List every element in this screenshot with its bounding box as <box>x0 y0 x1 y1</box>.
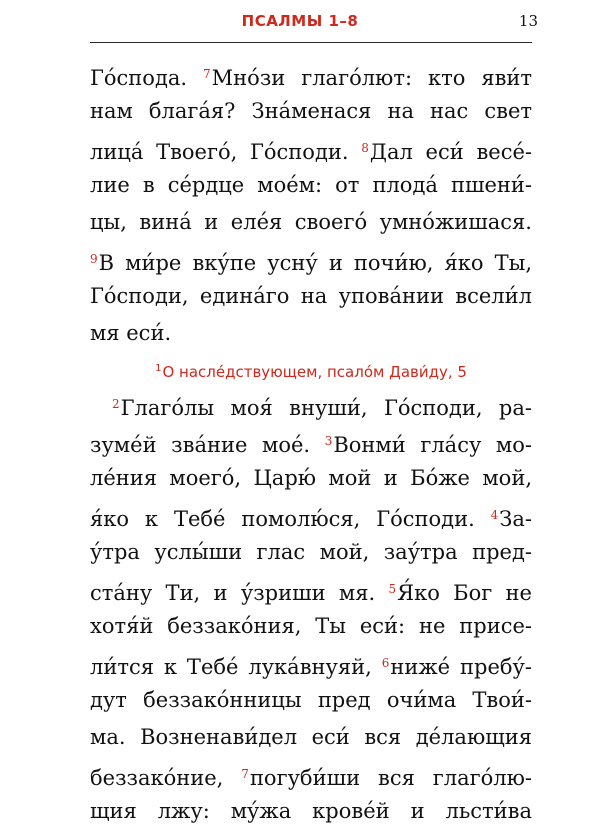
text-line <box>90 497 532 534</box>
text-line <box>90 56 532 93</box>
verse-text: мя еси́. <box>90 321 172 345</box>
verse-text: Го́спода. <box>90 66 204 90</box>
verse-text: ли́тся к Тебе́ лука́внуяй, <box>90 655 382 679</box>
verse-text: Глаго́лы моя́ внуши́, Го́споди, ра- <box>120 396 532 420</box>
text-line <box>90 460 532 497</box>
verse-text: хотя́й беззако́ния, Ты еси́: не присе- <box>90 614 532 638</box>
verse-text: Я́ко Бог не <box>397 581 532 605</box>
verse-text: погуби́ши вся глаго́лю- <box>249 766 532 790</box>
verse-text: лие в се́рдце мое́м: от плода́ пшени́- <box>90 173 532 197</box>
verse-number: 5 <box>388 582 397 596</box>
text-line <box>90 682 532 719</box>
superscription-text: О насле́дствующем, псало́м Дави́ду, 5 <box>162 363 467 381</box>
verse-text: нам блага́я? Зна́менася на нас свет <box>90 99 532 123</box>
verse-text: Дал еси́ весе́- <box>369 140 532 164</box>
text-line <box>90 204 532 241</box>
verse-text: ма. Возненави́дел еси́ вся де́лающия <box>90 725 532 749</box>
psalm-5-superscription <box>90 352 532 386</box>
verse-number: 6 <box>381 656 390 670</box>
verse-number: 8 <box>361 141 369 155</box>
verse-text: За- <box>499 507 532 531</box>
text-line <box>90 315 532 352</box>
verse-text: у́тра услы́ши глас мой, зау́тра пред- <box>90 540 532 564</box>
header-rule <box>90 42 532 43</box>
verse-number: 7 <box>241 767 249 781</box>
verse-number: 2 <box>112 397 120 411</box>
text-line <box>90 608 532 645</box>
text-line <box>90 793 532 830</box>
text-line <box>90 534 532 571</box>
verse-text: дут беззако́нницы пред очи́ма Твои́- <box>90 688 532 712</box>
verse-text: цы, вина́ и еле́я своего́ умно́жишася. <box>90 210 532 234</box>
text-line <box>90 130 532 167</box>
verse-number: 4 <box>490 508 499 522</box>
text-line <box>90 645 532 682</box>
text-line <box>90 571 532 608</box>
verse-text: беззако́ние, <box>90 766 242 790</box>
text-line <box>90 386 532 423</box>
text-line <box>90 241 532 278</box>
text-line <box>90 93 532 130</box>
verse-text: зуме́й зва́ние мое́. <box>90 433 325 457</box>
psalm-5-text <box>90 386 532 830</box>
page-header <box>0 0 600 50</box>
text-line <box>90 423 532 460</box>
verse-number: 9 <box>90 252 98 266</box>
page-body <box>90 56 532 830</box>
text-line <box>90 756 532 793</box>
verse-text: В ми́ре вку́пе усну́ и почи́ю, я́ко Ты, <box>98 251 532 275</box>
verse-text: Вонми́ гла́су мо- <box>333 433 532 457</box>
verse-text: щия лжу: му́жа крове́й и льсти́ва <box>90 799 532 823</box>
text-line <box>90 278 532 315</box>
page-number: 13 <box>518 12 538 30</box>
running-head: ПСАЛМЫ 1–8 <box>241 12 359 30</box>
verse-text: ста́ну Ти, и у́зриши мя. <box>90 581 389 605</box>
verse-text: Мно́зи глаго́лют: кто яви́т <box>211 66 532 90</box>
text-line <box>90 719 532 756</box>
text-line <box>90 167 532 204</box>
verse-number: 7 <box>203 67 211 81</box>
verse-text: ниже́ пребу́- <box>390 655 532 679</box>
verse-number: 1 <box>155 363 162 374</box>
verse-text: лица́ Твоего́, Го́споди. <box>90 140 362 164</box>
verse-text: Го́споди, едина́го на упова́нии всели́л <box>90 284 532 308</box>
verse-number: 3 <box>324 434 333 448</box>
verse-text: я́ко к Тебе́ помолю́ся, Го́споди. <box>90 507 491 531</box>
verse-text: ле́ния моего́, Царю́ мой и Бо́же мой, <box>90 466 532 490</box>
psalm-4-ending <box>90 56 532 352</box>
